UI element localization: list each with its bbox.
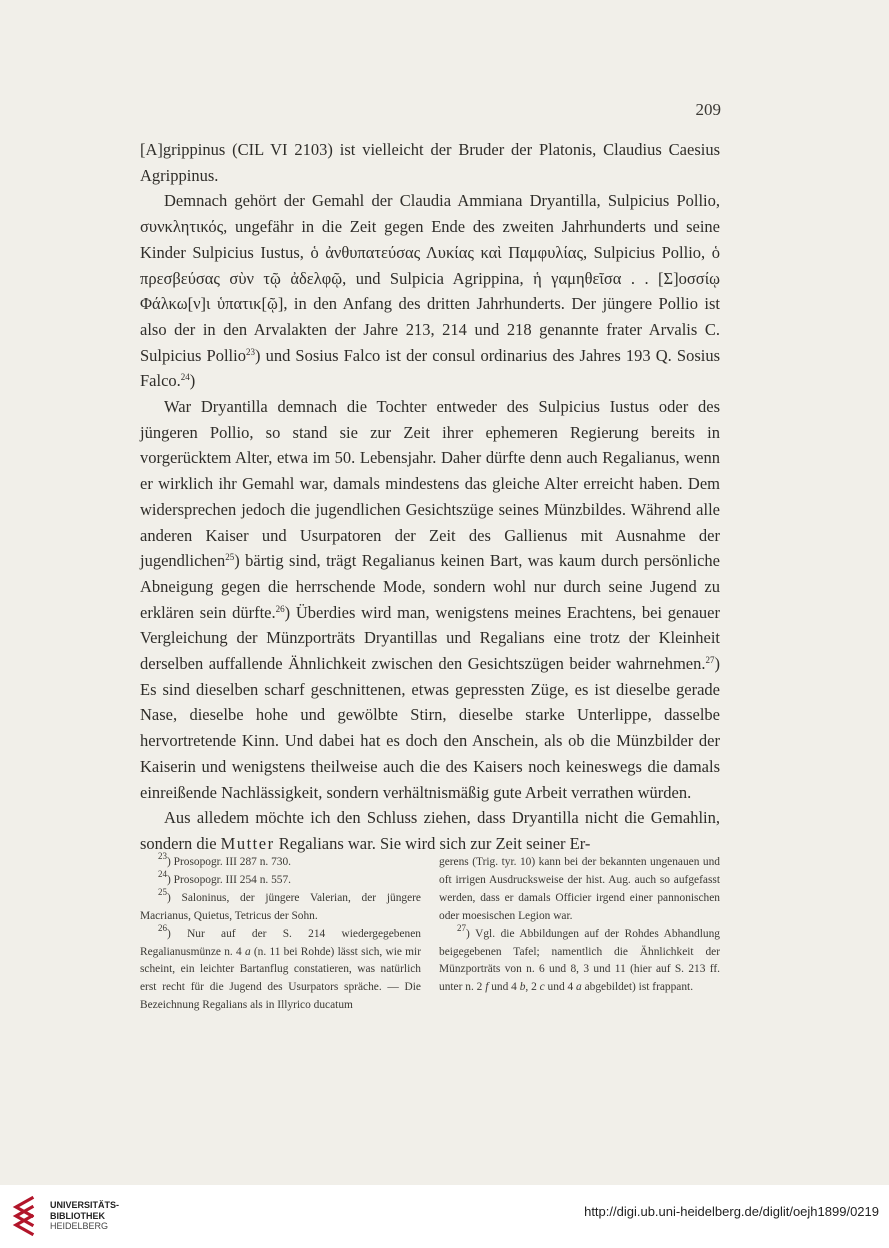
text-run: Demnach gehört der Gemahl der Claudia Ammiana Dryantilla, Sulpicius Pollio, συνκλητικός, ungefähr in die Zeit gegen Ende des zweiten Jahrhunderts und seine Kinder Sulpicius Iustus, ὁ ἀνθυπατεύσας Λυκίας καὶ Παμφυλίας, Sulpicius Pollio, ὁ πρεσβεύσας σὺν τῷ ἀδελφῷ, und Sulpicia Agrippina, ἡ γαμηθεῖσα . . [Σ]οσσίῳ Φάλκω[ν]ι ὑπατικ[ῷ], in den Anfang des dritten Jahrhunderts. Der jüngere Pollio ist also der in den Arvalakten der Jahre 213, 214 und 218 genannte frater Arvalis C. Sulpicius Pollio — [140, 191, 720, 365]
footnote-marker: 26 — [275, 603, 285, 614]
library-name-line-3: HEIDELBERG — [50, 1221, 109, 1231]
text-run: ) und Sosius Falco ist der consul ordinarius des Jahres 193 Q. Sosius Falco. — [140, 345, 720, 391]
text-run: und 4 — [544, 981, 577, 994]
text-run: ) bärtig sind, trägt Regalianus keinen Bart, was kaum durch persönliche Abneigung gegen die herrschende Mode, sondern wohl nur durch seine Jugend zu erklären sein dürfte. — [140, 551, 720, 622]
paragraph — [140, 188, 720, 394]
footnote — [140, 868, 421, 890]
italic-run: c — [539, 981, 545, 994]
footnote — [439, 854, 720, 926]
source-url-link[interactable]: http://digi.ub.uni-heidelberg.de/diglit/oejh1899/0219 — [584, 1204, 879, 1219]
library-name-line-2: BIBLIOTHEK — [50, 1210, 105, 1221]
footnotes — [140, 851, 720, 1015]
footnote-marker: 23 — [245, 346, 255, 357]
text-run: ) Es sind dieselben scharf geschnittenen, etwas gepressten Züge, es ist dieselbe gerade Nase, dieselbe hohe und gewölbte Stirn, dieselbe starke Unterlippe, dasselbe hervortretende Kinn. Und dabei hat es doch den Anschein, als ob die Münzbilder der Kaiserin und wenigstens theilweise auch die des Kaisers noch keineswegs die damals einreißende Nachlässigkeit, sondern verhältnismäßig gute Arbeit verrathen würden. — [140, 654, 720, 802]
library-name — [50, 1200, 119, 1232]
italic-run: b — [519, 981, 526, 994]
library-footer — [0, 1185, 889, 1248]
footnotes-right-column — [439, 854, 720, 1015]
paragraph — [140, 805, 720, 856]
text-run: ) Vgl. die Abbildungen auf der Rohdes Abhandlung beigegebenen Tafel; namentlich die Ähnlichkeit der Münzporträts von n. 6 und 8, 3 und 11 (hier auf S. 213 ff. unter n. 2 — [439, 927, 720, 994]
text-run: ) Überdies wird man, wenigstens meines Erachtens, bei genauer Vergleichung der Münzporträts Dryantillas und Regalians eine trotz der Kleinheit derselben auffallende Ähnlichkeit zwischen den Gesichtszügen beider wahrnehmen. — [140, 602, 720, 674]
text-run: [A]grippinus (CIL VI 2103) ist vielleicht der Bruder der Platonis, Claudius Caesius Agrippinus. — [140, 140, 720, 185]
text-run: War Dryantilla demnach die Tochter entweder des Sulpicius Iustus oder des jüngeren Pollio, so stand sie zur Zeit ihrer ephemeren Regierung bereits in vorgerücktem Alter, etwa im 50. Lebensjahr. Daher dürfte denn auch Regalianus, wenn er wirklich ihr Gemahl war, damals mindestens das gleiche Alter erreicht haben. Dem widersprechen jedoch die jugendlichen Gesichtszüge seines Münzbildes. Während alle anderen Kaiser und Usurpatoren der Zeit des Gallienus mit Ausnahme der jugendlichen — [140, 397, 720, 571]
text-run: (n. 11 bei Rohde) lässt sich, wie mir scheint, ein leichter Bartanflug constatieren, was natürlich erst recht für die Jugend des Usurpators spräche. — Die Bezeichnung Regalians als in Illyrico ducatum — [140, 945, 421, 1012]
text-run: abgebildet) ist frappant. — [581, 981, 694, 994]
paragraph — [140, 137, 720, 188]
main-text — [140, 137, 720, 857]
emphasized-word: Mutter — [220, 833, 275, 853]
paragraph — [140, 394, 720, 805]
italic-run: f — [485, 981, 489, 994]
footnote-marker: 27 — [705, 655, 715, 666]
footnote-marker: 25 — [158, 886, 167, 897]
italic-run: a — [576, 981, 582, 994]
footnote — [439, 922, 720, 998]
text-run: Aus alledem möchte ich den Schluss ziehen, dass Dryantilla nicht die Gemahlin, sondern die — [140, 808, 720, 853]
text-run: ) Prosopogr. III 287 n. 730. — [167, 856, 292, 868]
footnote — [140, 922, 421, 1016]
text-run: ) Nur auf der S. 214 wiedergegebenen Regalianusmünze n. 4 — [140, 927, 421, 958]
library-name-line-1: UNIVERSITÄTS- — [50, 1200, 120, 1210]
footnote-marker: 27 — [457, 922, 466, 933]
footnote-marker: 24 — [158, 868, 167, 879]
footnote — [140, 886, 421, 926]
page-number: 209 — [695, 100, 721, 119]
italic-run: a — [244, 945, 251, 958]
text-run: ) Saloninus, der jüngere Valerian, der jüngere Macrianus, Quietus, Tetricus der Sohn. — [140, 891, 421, 922]
footnote-marker: 25 — [225, 552, 235, 563]
university-library-logo-icon — [10, 1195, 42, 1239]
footnotes-left-column — [140, 851, 421, 1015]
footnote — [140, 851, 421, 872]
footnote-marker: 26 — [158, 922, 167, 933]
text-run: gerens (Trig. tyr. 10) kann bei der bekannten ungenauen und oft irrigen Ausdrucksweise der hist. Aug. auch so aufgefasst werden, dass er damals Officier irgend einer pannonischen oder moesischen Legion war. — [439, 856, 720, 922]
footnote-marker: 24 — [180, 372, 190, 383]
text-run: ) Prosopogr. III 254 n. 557. — [167, 873, 292, 886]
footnote-marker: 23 — [158, 851, 167, 861]
text-run: ) — [189, 371, 196, 391]
text-run: Regalians war. Sie wird sich zur Zeit seiner Er- — [274, 833, 591, 853]
text-run: und 4 — [488, 981, 520, 994]
text-run: , 2 — [525, 981, 540, 994]
